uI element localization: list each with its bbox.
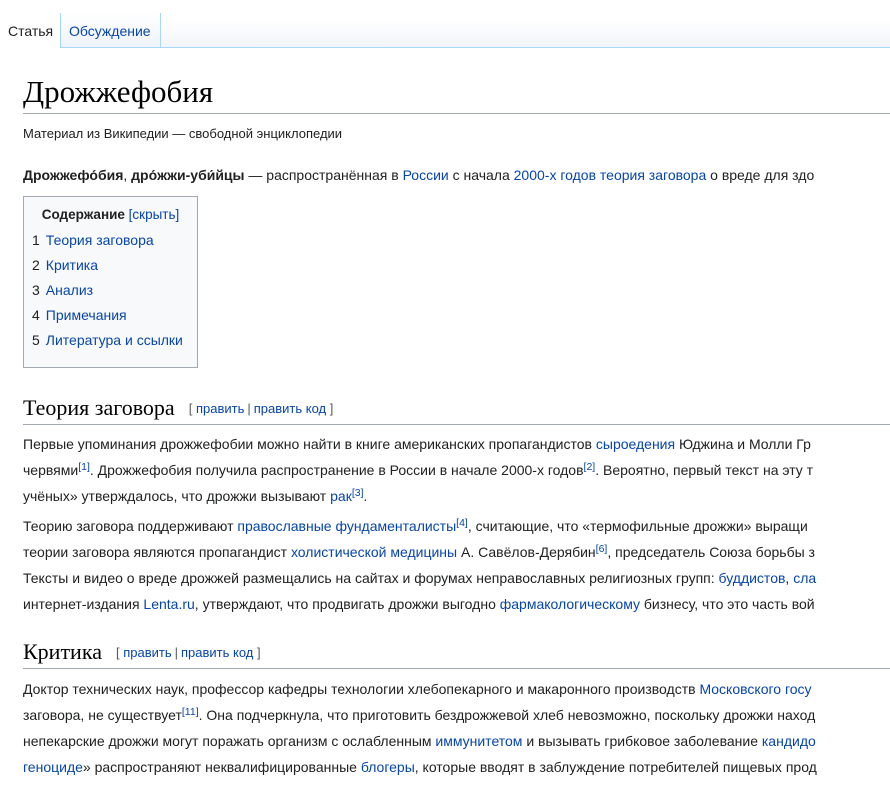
- edit-source-link[interactable]: править код: [253, 401, 327, 416]
- title-divider: [23, 113, 890, 114]
- toc-header: [32, 207, 189, 222]
- link-buddhists[interactable]: буддистов: [718, 570, 786, 586]
- paragraph-criticism-1: Доктор технических наук, профессор кафедры технологии хлебопекарного и макаронного производств Московского госу заговора, не существует[11]. Она подчеркнула, что приготовить бездрожжевой хлеб невозможно, поскольку дрожжи наход непекарские дрожжи могут поражать организм с ослабленным иммунитетом и вызывать грибковое заболевание кандидо геноциде» распространяют неквалифицированные блогеры, которые вводят в заблуждение потребителей пищевых прод: [23, 681, 817, 775]
- toc-toggle[interactable]: [скрыть]: [128, 207, 180, 222]
- lead-paragraph: Дрожжефо́бия, дро́жжи-уби́йцы — распространённая в России с начала 2000-х годов теория заговора о вреде для здо: [23, 167, 815, 183]
- link-orthodox-fundamentalists[interactable]: православные фундаменталисты: [237, 518, 457, 534]
- link-immunity[interactable]: иммунитетом: [435, 733, 523, 749]
- reference-link[interactable]: [11]: [181, 706, 199, 718]
- lead-bold-term: Дрожжефо́бия: [23, 167, 124, 183]
- section-heading-conspiracy: Теория заговора [ править | править код ]: [23, 395, 334, 420]
- page-title: Дрожжефобия: [23, 74, 214, 109]
- section-heading-criticism: Критика [ править | править код ]: [23, 639, 261, 664]
- toc-title: Содержание: [41, 207, 125, 222]
- table-of-contents: [23, 196, 198, 368]
- toc-item[interactable]: 4 Примечания: [32, 307, 127, 323]
- section-edit-links: [ править | править код ]: [188, 401, 334, 416]
- reference-link[interactable]: [2]: [583, 461, 596, 473]
- reference-link[interactable]: [4]: [456, 517, 468, 529]
- section-divider: [23, 668, 890, 669]
- toc-item[interactable]: 3 Анализ: [32, 282, 94, 298]
- link-candidiasis[interactable]: кандидо: [761, 733, 816, 749]
- link-bloggers[interactable]: блогеры: [360, 759, 415, 775]
- toc-item[interactable]: 1 Теория заговора: [32, 232, 154, 248]
- link-lenta-ru[interactable]: Lenta.ru: [143, 596, 195, 612]
- paragraph-conspiracy-2: Теорию заговора поддерживают православные фундаменталисты[4], считающие, что «термофильные дрожжи» выращи теории заговора являются пропагандист холистической медицины А. Савёлов-Дерябин[6], председатель Союза борьбы з Тексты и видео о вреде дрожжей размещались на сайтах и форумах неправославных религиозных групп: буддистов, сла интернет-издания Lenta.ru, утверждают, что продвигать дрожжи выгодно фармакологическому бизнесу, что это часть вой: [23, 517, 817, 612]
- toc-link[interactable]: Литература и ссылки: [45, 332, 183, 348]
- reference-link[interactable]: [1]: [78, 461, 90, 473]
- tab-bar: [0, 0, 890, 48]
- edit-link[interactable]: править: [123, 645, 172, 660]
- toc-link[interactable]: Примечания: [45, 307, 127, 323]
- section-divider: [23, 424, 890, 425]
- link-russia[interactable]: России: [402, 167, 449, 183]
- link-conspiracy-theory[interactable]: теория заговора: [599, 167, 707, 183]
- reference-link[interactable]: [6]: [595, 543, 608, 555]
- edit-link[interactable]: править: [195, 401, 245, 416]
- link-genocide[interactable]: геноциде: [23, 759, 83, 775]
- paragraph-conspiracy-1: Первые упоминания дрожжефобии можно найти в книге американских пропагандистов сыроедения Юджина и Молли Гр червями[1]. Дрожжефобия получила распространение в России в начале 2000-х годов[2]. Вероятно, первый текст на эту т учёных» утверждалось, что дрожжи вызывают рак[3].: [23, 436, 814, 504]
- link-pharmacology[interactable]: фармакологическому: [499, 596, 640, 612]
- link-slavic[interactable]: сла: [793, 570, 817, 586]
- link-holistic-medicine[interactable]: холистической медицины: [290, 544, 458, 560]
- tab-article[interactable]: Статья: [0, 13, 60, 49]
- tab-discussion[interactable]: Обсуждение: [60, 13, 161, 48]
- toc-link[interactable]: Анализ: [45, 282, 94, 298]
- toc-item[interactable]: 2 Критика: [32, 257, 99, 273]
- reference-link[interactable]: [3]: [351, 487, 364, 499]
- edit-source-link[interactable]: править код: [181, 645, 254, 660]
- toc-link[interactable]: Критика: [45, 257, 99, 273]
- link-2000s[interactable]: 2000-х годов: [513, 167, 597, 183]
- toc-link[interactable]: Теория заговора: [45, 232, 154, 248]
- site-tagline: Материал из Википедии — свободной энциклопедии: [23, 126, 343, 141]
- link-raw-food[interactable]: сыроедения: [595, 436, 676, 452]
- toc-item[interactable]: 5 Литература и ссылки: [32, 332, 183, 348]
- section-edit-links: [ править | править код ]: [115, 645, 261, 660]
- link-cancer[interactable]: рак: [330, 488, 352, 504]
- lead-bold-alias: дро́жжи-уби́йцы: [131, 167, 245, 183]
- link-moscow-state[interactable]: Московского госу: [699, 681, 812, 697]
